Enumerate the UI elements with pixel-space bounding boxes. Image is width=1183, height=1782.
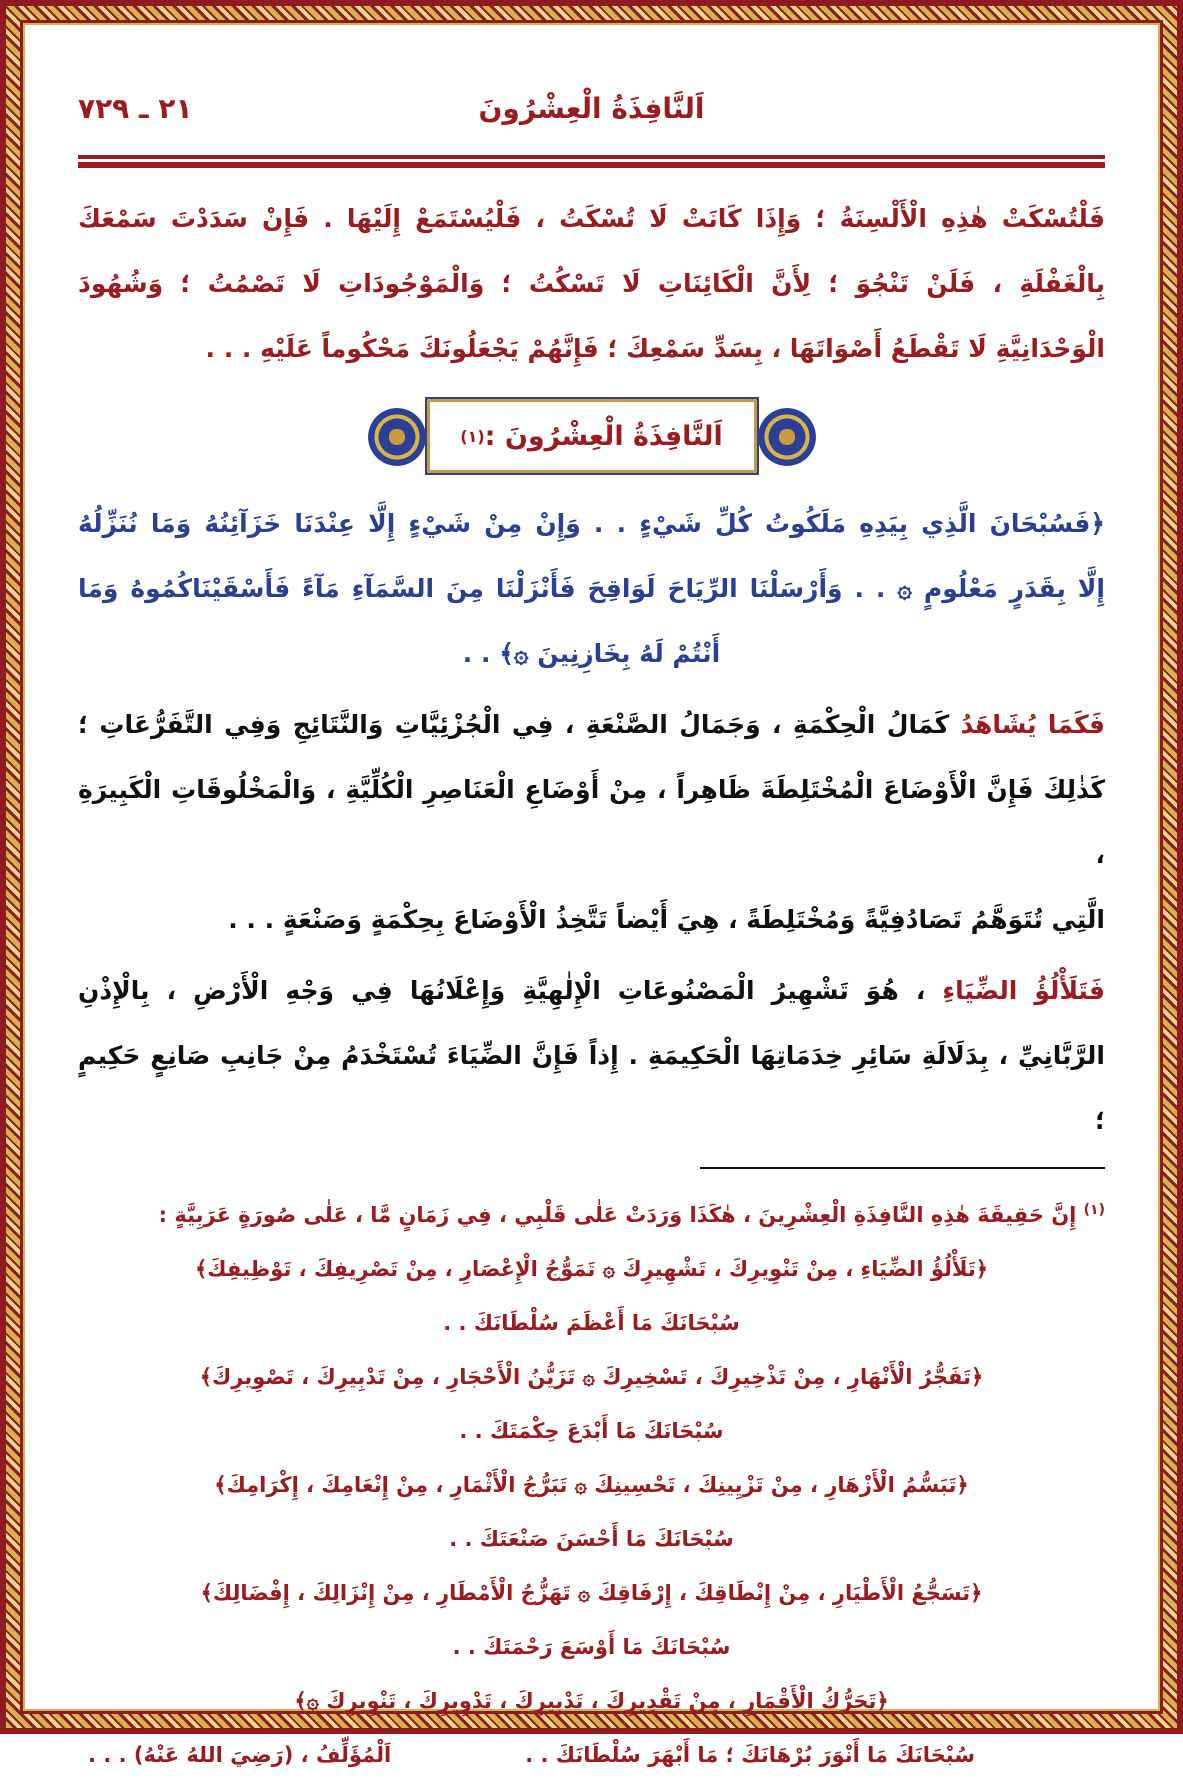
footnote-ref[interactable]: (١) xyxy=(460,426,485,446)
footnote-line: ﴿تَسَجُّعُ الْأَطْيَارِ ، مِنْ إِنْطَاقِكَ ، إِرْفَاقِكَ ۞ تَهَزُّجُ الْأَمْطَارِ ، مِنْ إِنْزَالِكَ ، إِفْضَالِكَ﴾ xyxy=(200,1581,983,1605)
footnote-intro xyxy=(78,1183,1105,1242)
ornament-icon xyxy=(368,408,426,466)
section-title-cartouche xyxy=(427,399,757,473)
highlight-lead: فَتَلَأْلُؤُ الضِّيَاءِ xyxy=(942,976,1105,1005)
footnote-text: إِنَّ حَقِيقَةَ هٰذِهِ النَّافِذَةِ الْعِشْرِينَ ، هٰكَذَا وَرَدَتْ عَلٰى قَلْبِي ، فِي زَمَانٍ مَّا ، عَلٰى صُورَةٍ عَرَبِيَّةٍ : xyxy=(158,1203,1084,1227)
paragraph-line xyxy=(78,692,1105,757)
footnote-separator xyxy=(700,1167,1105,1169)
page-header xyxy=(78,0,1105,150)
footnote-closing xyxy=(78,1728,1105,1782)
footnote-marker: (١) xyxy=(1083,1202,1105,1218)
footnote-line: ﴿تَحَرُّكُ الْأَقْمَارِ ، مِنْ تَقْدِيرِكَ ، تَدْبِيرِكَ ، تَدْوِيرِكَ ، تَنْوِيرِكَ ۞﴾ xyxy=(294,1689,889,1713)
page-content xyxy=(78,0,1105,1782)
verse-line: ﴿فَسُبْحَانَ الَّذِي بِيَدِهِ مَلَكُوتُ كُلِّ شَيْءٍ . . وَإِنْ مِنْ شَيْءٍ إِلَّا عِنْدَنَا خَزَآئِنُهُ وَمَا نُنَزِّلُهُ xyxy=(78,509,1105,538)
intro-line: الْوَحْدَانِيَّةِ لَا تَقْطَعُ أَصْوَاتَهَا ، بِسَدِّ سَمْعِكَ ؛ فَإِنَّهُمْ يَجْعَلُونَكَ مَحْكُوماً عَلَيْهِ . . . xyxy=(205,334,1105,363)
ornament-icon xyxy=(758,408,816,466)
closing-text: سُبْحَانَكَ مَا أَنْوَرَ بُرْهَانَكَ ؛ مَا أَبْهَرَ سُلْطَانَكَ . . xyxy=(525,1743,975,1767)
verse-line: أَنْتُمْ لَهُ بِخَازِنِينَ ۞﴾ . . xyxy=(462,639,721,668)
paragraph-line: الرَّبَّانِيِّ ، بِدَلَالَةِ سَائِرِ خِدَمَاتِهَا الْحَكِيمَةِ . إِذاً فَإِنَّ الضِّيَاءَ تُسْتَخْدَمُ مِنْ جَانِبِ صَانِعٍ حَكِيمٍ ؛ xyxy=(78,1041,1105,1135)
running-title: اَلنَّافِذَةُ الْعِشْرُونَ xyxy=(478,92,705,125)
header-rule-thick xyxy=(78,162,1105,168)
footnote-line: ﴿تَفَجُّرُ الْأَنْهَارِ ، مِنْ تَذْخِيرِكَ ، تَسْخِيرِكَ ۞ تَزَيُّنُ الْأَحْجَارِ ، مِنْ تَدْبِيرِكَ ، تَصْوِيرِكَ﴾ xyxy=(199,1365,984,1389)
page-reference: ٢١ ـ ٧٢٩ xyxy=(78,92,193,125)
highlight-lead: فَكَمَا يُشَاهَدُ xyxy=(960,710,1105,739)
intro-line: فَلْتُسْكَتْ هٰذِهِ الْأَلْسِنَةُ ؛ وَإِذَا كَانَتْ لَا تُسْكَتُ ، فَلْيُسْتَمَعْ إِلَيْهَا . فَإِنْ سَدَدْتَ سَمْعَكَ xyxy=(78,204,1105,233)
paragraph-line: الَّتِي تُتَوَهَّمُ تَصَادُفِيَّةً وَمُخْتَلِطَةً ، هِيَ أَيْضاً تَتَّخِذُ الْأَوْضَاعَ بِحِكْمَةٍ وَصَنْعَةٍ . . . xyxy=(228,905,1105,934)
header-rule xyxy=(78,155,1105,159)
intro-line: بِالْغَفْلَةِ ، فَلَنْ تَنْجُوَ ؛ لِأَنَّ الْكَائِنَاتِ لَا تَسْكُتُ ؛ وَالْمَوْجُودَاتِ لَا تَصْمُتُ ؛ وَشُهُودَ xyxy=(78,269,1105,298)
paragraph-text: ، هُوَ تَشْهِيرُ الْمَصْنُوعَاتِ الْإِلٰهِيَّةِ وَإِعْلَانُهَا فِي وَجْهِ الْأَرْضِ ، بِالْإِذْنِ xyxy=(78,976,943,1005)
paragraph-line xyxy=(78,958,1105,1023)
paragraph-line: كَذٰلِكَ فَإِنَّ الْأَوْضَاعَ الْمُخْتَلِطَةَ ظَاهِراً ، مِنْ أَوْضَاعِ الْعَنَاصِرِ الْكُلِّيَّةِ ، وَالْمَخْلُوقَاتِ الْكَبِيرَةِ ، xyxy=(78,775,1105,869)
footnote-line: سُبْحَانَكَ مَا أَعْظَمَ سُلْطَانَكَ . . xyxy=(443,1311,740,1335)
footnote-line: سُبْحَانَكَ مَا أَبْدَعَ حِكْمَتَكَ . . xyxy=(459,1419,724,1443)
paragraph-text: كَمَالُ الْحِكْمَةِ ، وَجَمَالُ الصَّنْعَةِ ، فِي الْجُزْئِيَّاتِ وَالنَّتَائِجِ وَفِي التَّفَرُّعَاتِ ؛ xyxy=(78,710,961,739)
footnote-line: سُبْحَانَكَ مَا أَوْسَعَ رَحْمَتَكَ . . xyxy=(452,1635,731,1659)
author-signature: اَلْمُؤَلِّفُ ، (رَضِيَ اللهُ عَنْهُ) . . . xyxy=(88,1743,392,1767)
footnote-line: ﴿تَلَأْلُؤُ الضِّيَاءِ ، مِنْ تَنْوِيرِكَ ، تَشْهِيرِكَ ۞ تَمَوُّجُ الْإِعْصَارِ ، مِنْ تَصْرِيفِكَ ، تَوْظِيفِكَ﴾ xyxy=(194,1257,989,1281)
section-title: اَلنَّافِذَةُ الْعِشْرُونَ : xyxy=(484,420,723,452)
footnote-line: ﴿تَبَسُّمُ الْأَزْهَارِ ، مِنْ تَزْيِينِكَ ، تَحْسِينِكَ ۞ تَبَرُّجُ الْأَثْمَارِ ، مِنْ إِنْعَامِكَ ، إِكْرَامِكَ﴾ xyxy=(214,1473,969,1497)
verse-line: إِلَّا بِقَدَرٍ مَعْلُومٍ ۞ . . وَأَرْسَلْنَا الرِّيَاحَ لَوَاقِحَ فَأَنْزَلْنَا مِنَ السَّمَآءِ مَآءً فَأَسْقَيْنَاكُمُوهُ وَمَا xyxy=(78,574,1105,603)
footnote-line: سُبْحَانَكَ مَا أَحْسَنَ صَنْعَتَكَ . . xyxy=(449,1527,734,1551)
